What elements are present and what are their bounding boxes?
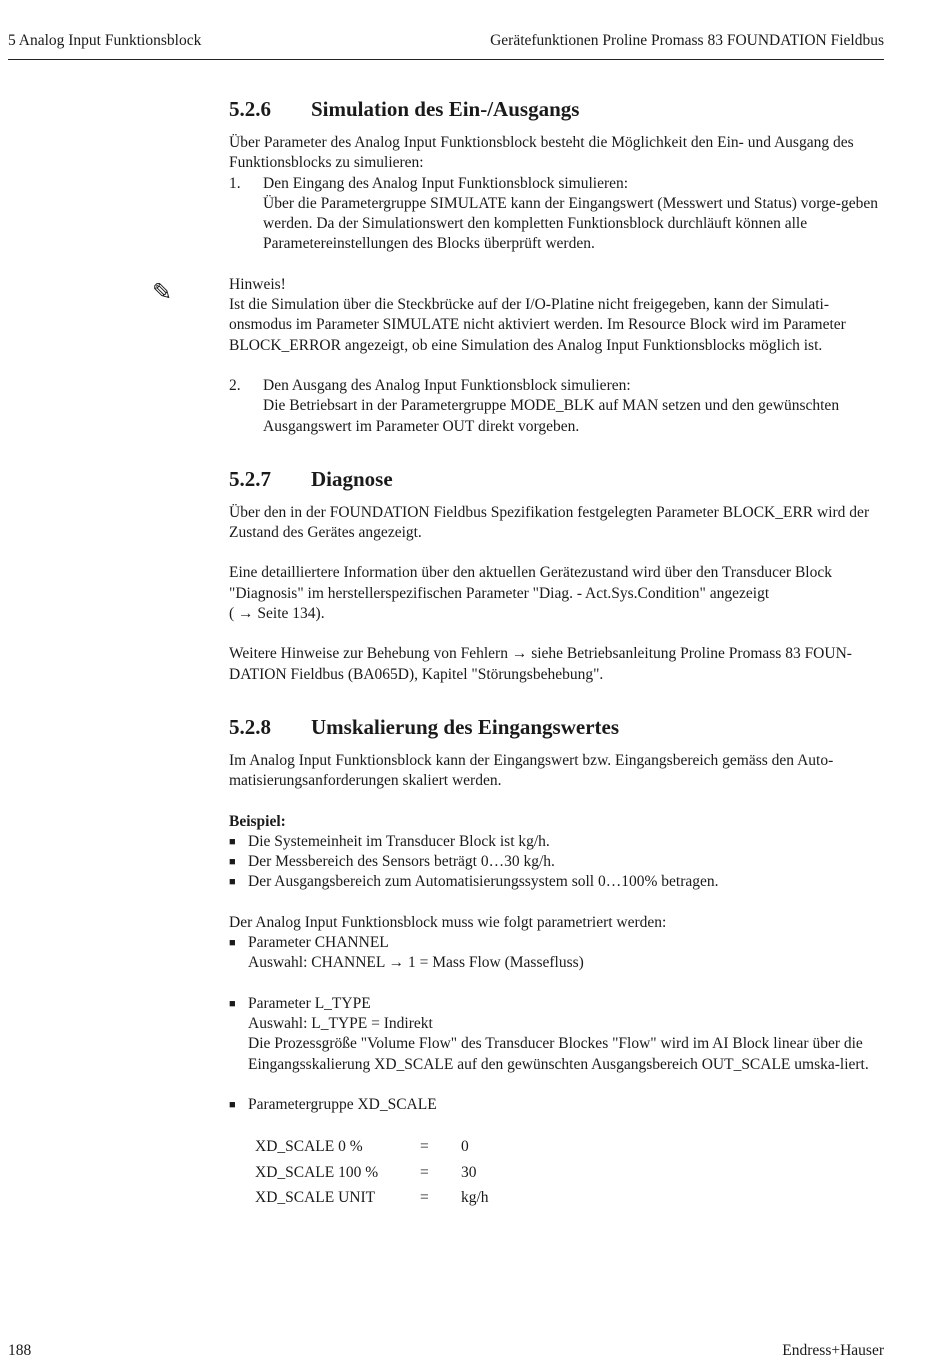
section-number: 5.2.6 [229, 97, 271, 121]
list-item: ■ Der Ausgangsbereich zum Automatisierungssystem soll 0…100% betragen. [229, 872, 885, 892]
table-row: XD_SCALE 0 % = 0 [255, 1138, 469, 1156]
numbered-item-2 [229, 376, 885, 437]
pencil-note-icon: ✎ [152, 278, 173, 306]
section-heading-5-2-7 [229, 466, 885, 492]
note-title: Hinweis! [229, 275, 286, 293]
list-item: ■ Die Systemeinheit im Transducer Block ist kg/h. [229, 832, 885, 852]
item-number: 2. [229, 376, 241, 394]
header-chapter: 5 Analog Input Funktionsblock [8, 32, 202, 49]
bullet-icon: ■ [229, 856, 236, 869]
paragraph: Über Parameter des Analog Input Funktionsblock besteht die Möglichkeit den Ein- und Ausgang des Funktionsblocks zu simulieren: [229, 134, 854, 172]
section-number: 5.2.8 [229, 714, 271, 739]
list-item: ■ Der Messbereich des Sensors beträgt 0…30 kg/h. [229, 852, 885, 872]
list-item: ■ Parameter CHANNEL Auswahl: CHANNEL → 1 = Mass Flow (Massefluss) [229, 933, 885, 974]
section-heading-5-2-6 [229, 96, 885, 122]
page-footer [8, 1341, 884, 1361]
brand-name: Endress+Hauser [782, 1342, 884, 1359]
section-title: Diagnose [311, 466, 393, 491]
example-label: Beispiel: [229, 812, 286, 830]
bullet-icon: ■ [229, 1098, 236, 1111]
table-row: XD_SCALE 100 % = 30 [255, 1163, 477, 1181]
section-number: 5.2.7 [229, 466, 271, 491]
page-reference: ( → Seite 134). [229, 605, 325, 623]
section-heading-5-2-8 [229, 714, 885, 740]
item-text: Über die Parametergruppe SIMULATE kann der Eingangswert (Messwert und Status) vorge-geben werden. Da der Simulationswert den kompletten Funktionsblock durchläuft können alle Parametereinstellungen des Blocks überprüft werden. [263, 194, 878, 253]
section-title: Umskalierung des Eingangswertes [311, 714, 620, 739]
header-document-title: Gerätefunktionen Proline Promass 83 FOUNDATION Fieldbus [490, 32, 884, 49]
page-number: 188 [8, 1342, 32, 1359]
list-item: ■ Parameter L_TYPE Auswahl: L_TYPE = Indirekt Die Prozessgröße "Volume Flow" des Transducer Blockes "Flow" wird im AI Block linear über die Eingangsskalierung XD_SCALE auf den gewünschten Ausgangsbereich OUT_SCALE umska-liert. [229, 994, 885, 1075]
item-title: Den Ausgang des Analog Input Funktionsblock simulieren: [263, 376, 631, 394]
bullet-icon: ■ [229, 835, 236, 848]
bullet-icon: ■ [229, 876, 236, 889]
page-content [229, 96, 885, 1214]
note-text: Ist die Simulation über die Steckbrücke auf der I/O-Platine nicht freigegeben, kann der Simulati-onsmodus im Parameter SIMULATE nicht aktiviert werden. Im Resource Block wird im Parameter BLOCK_ERROR angezeigt, ob eine Simulation des Analog Input Funktionsblocks möglich ist. [229, 296, 846, 354]
paragraph: Über den in der FOUNDATION Fieldbus Spezifikation festgelegten Parameter BLOCK_ERR wird der Zustand des Gerätes angezeigt. [229, 503, 870, 542]
numbered-item-1 [229, 174, 885, 255]
bullet-icon: ■ [229, 937, 236, 950]
paragraph: Eine detailliertere Information über den aktuellen Gerätezustand wird über den Transducer Block "Diagnosis" im herstellerspezifischen Parameter "Diag. - Act.Sys.Condition" angezeigt [229, 564, 832, 602]
paragraph: Im Analog Input Funktionsblock kann der Eingangswert bzw. Eingangsbereich gemäss den Auto-matisierungsanforderungen skaliert werden. [229, 751, 834, 790]
item-number: 1. [229, 174, 241, 192]
page-header [8, 31, 884, 60]
item-title: Den Eingang des Analog Input Funktionsblock simulieren: [263, 174, 629, 192]
paragraph: Weitere Hinweise zur Behebung von Fehlern → siehe Betriebsanleitung Proline Promass 83 FOUN-DATION Fieldbus (BA065D), Kapitel "Störungsbehebung". [229, 645, 852, 683]
item-text: Die Betriebsart in der Parametergruppe MODE_BLK auf MAN setzen und den gewünschten Ausgangswert im Parameter OUT direkt vorgeben. [263, 397, 840, 435]
list-item: ■ Parametergruppe XD_SCALE [229, 1095, 885, 1115]
section-title: Simulation des Ein-/Ausgangs [311, 97, 580, 121]
table-row: XD_SCALE UNIT = kg/h [255, 1189, 489, 1207]
xd-scale-table [255, 1137, 489, 1214]
paragraph: Der Analog Input Funktionsblock muss wie folgt parametriert werden: [229, 913, 667, 931]
bullet-icon: ■ [229, 997, 236, 1010]
